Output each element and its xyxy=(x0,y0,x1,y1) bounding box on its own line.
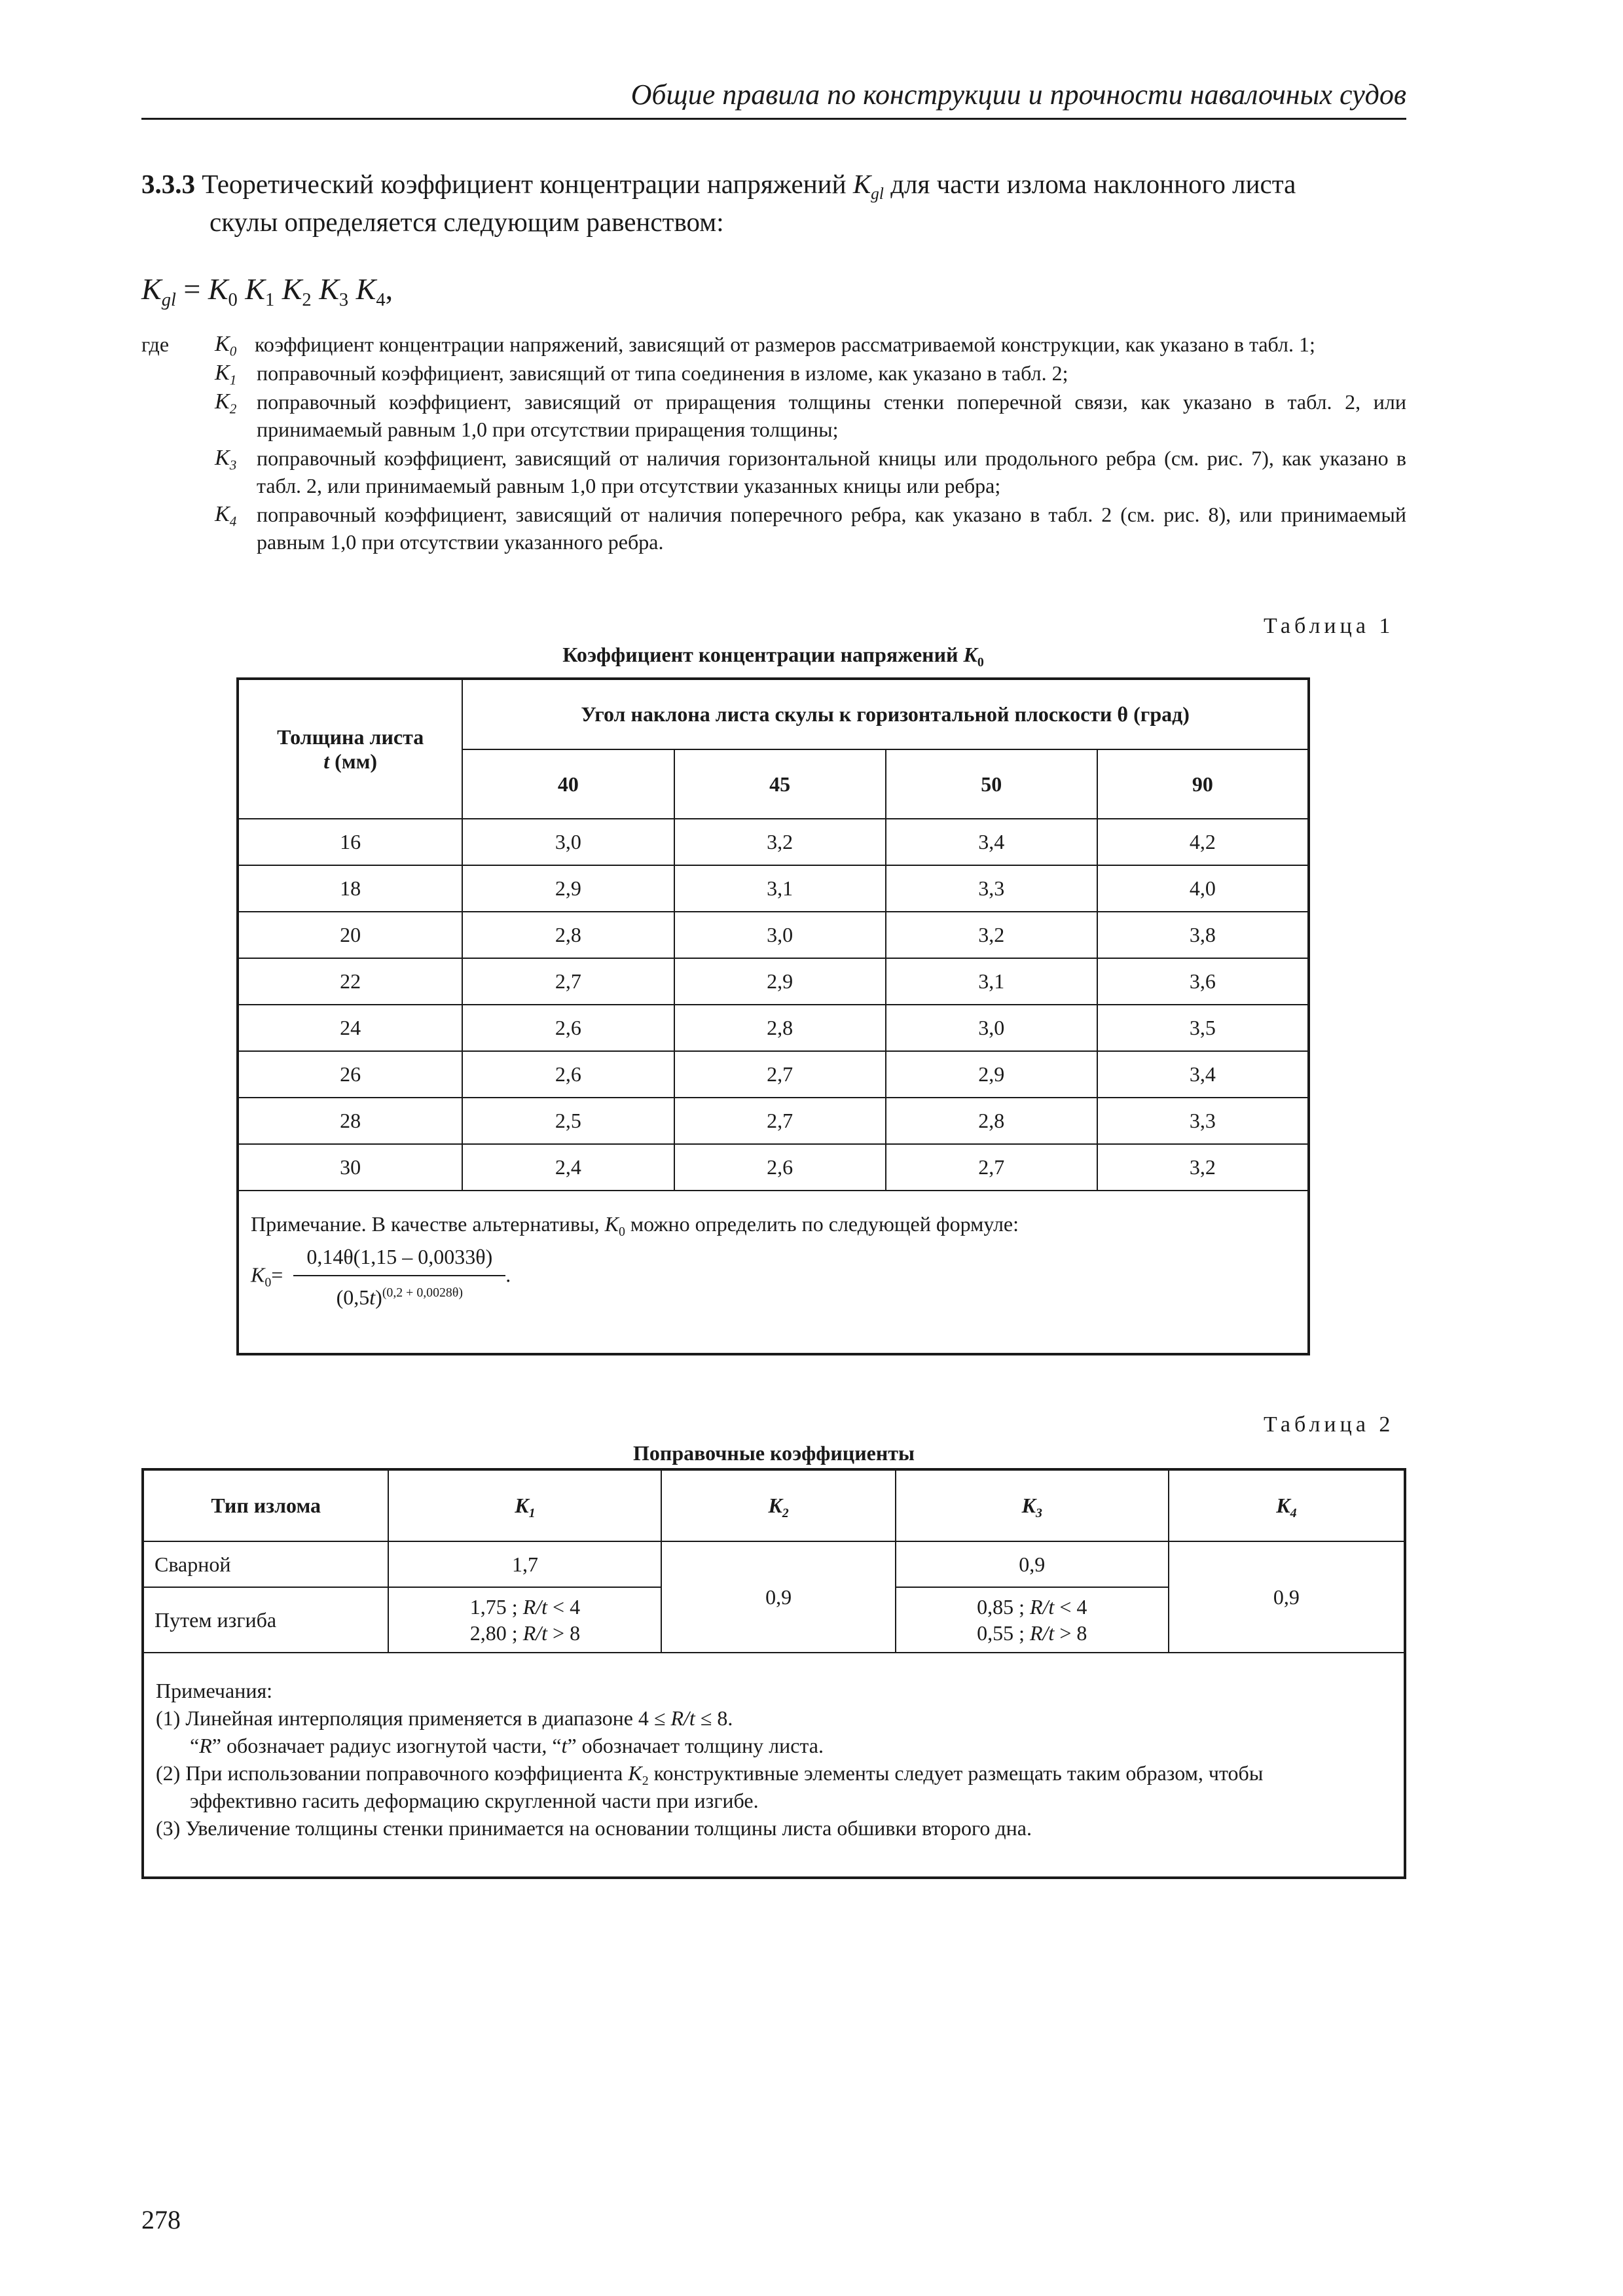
definition-k1: $K_1$ поправочный коэффициент, зависящий от типа соединения в изломе, как указано в табл. 2; xyxy=(215,361,1068,388)
table1-header-thickness: Толщина листа t (мм) xyxy=(238,679,462,819)
section-number: 3.3.3 xyxy=(141,169,195,199)
header-rule xyxy=(141,118,1406,120)
table-row: 16 3,0 3,2 3,4 4,2 xyxy=(238,819,1309,865)
table-row: 20 2,8 3,0 3,2 3,8 xyxy=(238,912,1309,958)
table1-stress-concentration xyxy=(236,677,1310,1355)
table-row: 22 2,7 2,9 3,1 3,6 xyxy=(238,958,1309,1005)
table2-header-type: Тип излома xyxy=(143,1469,388,1541)
table1-note: Примечание. В качестве альтернативы, $K_0$ можно определить по следующей формуле: $K_0=$ $\frac{0,14\theta(1,15 - 0,0033\theta)}{(0,5t)^{(0,2 + 0,0028\theta)}}$ . xyxy=(238,1191,1309,1354)
table-row: 28 2,5 2,7 2,8 3,3 xyxy=(238,1098,1309,1144)
section-text-1: Теоретический коэффициент концентрации напряжений xyxy=(202,169,847,199)
table-row: 26 2,6 2,7 2,9 3,4 xyxy=(238,1051,1309,1098)
section-text-2: для части излома наклонного листа xyxy=(890,169,1296,199)
section-3-3-3 xyxy=(141,165,1406,241)
definition-k4: $K_4$ поправочный коэффициент, зависящий от наличия поперечного ребра, как указано в табл. 2 (см. рис. 8), или принимаемый равным 1,0 при отсутствии указанного ребра. xyxy=(215,502,1406,554)
table2-header-k4: $K_4$ xyxy=(1169,1469,1405,1541)
table-row: 24 2,6 2,8 3,0 3,5 xyxy=(238,1005,1309,1051)
table2-header-k3: $K_3$ xyxy=(896,1469,1169,1541)
section-text-line2: скулы определяется следующим равенством: xyxy=(210,207,724,237)
table1-header-angle: Угол наклона листа скулы к горизонтальной плоскости θ (град) xyxy=(462,679,1309,749)
main-formula: $K_{gl} = K_0$ $K_1$ $K_2$ $K_3$ $K_4$, xyxy=(141,272,393,310)
table2-notes: Примечания: (1) Линейная интерполяция применяется в диапазоне 4 ≤ R/t ≤ 8. “R” обозначает радиус изогнутой части, “t” обозначает толщину листа. (2) При использовании поправочного коэффициента $K_2$ конструктивные элементы следует размещать таким образом, чтобы эффективно гасить деформацию скругленной части при изгибе. (3) Увеличение толщины стенки принимается на основании толщины листа обшивки второго дна. xyxy=(143,1653,1405,1878)
table1-angle-40: 40 xyxy=(462,749,674,819)
table2-correction-factors xyxy=(141,1468,1406,1879)
definition-k2: $K_2$ поправочный коэффициент, зависящий от приращения толщины стенки поперечной связи, как указано в табл. 2, или принимаемый равным 1,0 при отсутствии приращения толщины; xyxy=(215,389,1406,441)
table1-angle-45: 45 xyxy=(674,749,886,819)
table-row: 18 2,9 3,1 3,3 4,0 xyxy=(238,865,1309,912)
table1-caption: Коэффициент концентрации напряжений $K_0$ xyxy=(562,643,984,670)
table1-label: Таблица 1 xyxy=(1264,614,1395,638)
table1-angle-50: 50 xyxy=(886,749,1097,819)
table2-label: Таблица 2 xyxy=(1264,1412,1395,1437)
table2-header-k2: $K_2$ xyxy=(661,1469,895,1541)
page-number: 278 xyxy=(141,2205,181,2234)
table-row: Путем изгиба 1,75 ; R/t < 4 2,80 ; R/t > 8 0,85 ; R/t < 4 0,55 ; R/t > 8 xyxy=(143,1587,1405,1653)
variable-definitions xyxy=(141,331,1406,557)
table2-caption: Поправочные коэффициенты xyxy=(632,1441,915,1465)
definition-k0: где $K_0$ коэффициент концентрации напряжений, зависящий от размеров рассматриваемой конструкции, как указано в табл. 1; xyxy=(141,332,1315,359)
definition-k3: $K_3$ поправочный коэффициент, зависящий от наличия горизонтальной кницы или продольного ребра (см. рис. 7), как указано в табл. 2, или принимаемый равным 1,0 при отсутствии указанных кницы или ребра; xyxy=(215,446,1406,497)
table2-k4-value: 0,9 xyxy=(1169,1541,1405,1653)
table-row: Сварной 1,7 0,9 0,9 0,9 xyxy=(143,1541,1405,1587)
table2-header-k1: $K_1$ xyxy=(388,1469,661,1541)
table1-angle-90: 90 xyxy=(1097,749,1309,819)
section-symbol: $K_{gl}$ xyxy=(852,169,884,203)
running-header: Общие правила по конструкции и прочности навалочных судов xyxy=(630,79,1406,111)
table2-k2-value: 0,9 xyxy=(661,1541,895,1653)
table1-alt-formula: $K_0=$ $\frac{0,14\theta(1,15 - 0,0033\theta)}{(0,5t)^{(0,2 + 0,0028\theta)}}$ . xyxy=(251,1242,511,1312)
table-row: 30 2,4 2,6 2,7 3,2 xyxy=(238,1144,1309,1191)
